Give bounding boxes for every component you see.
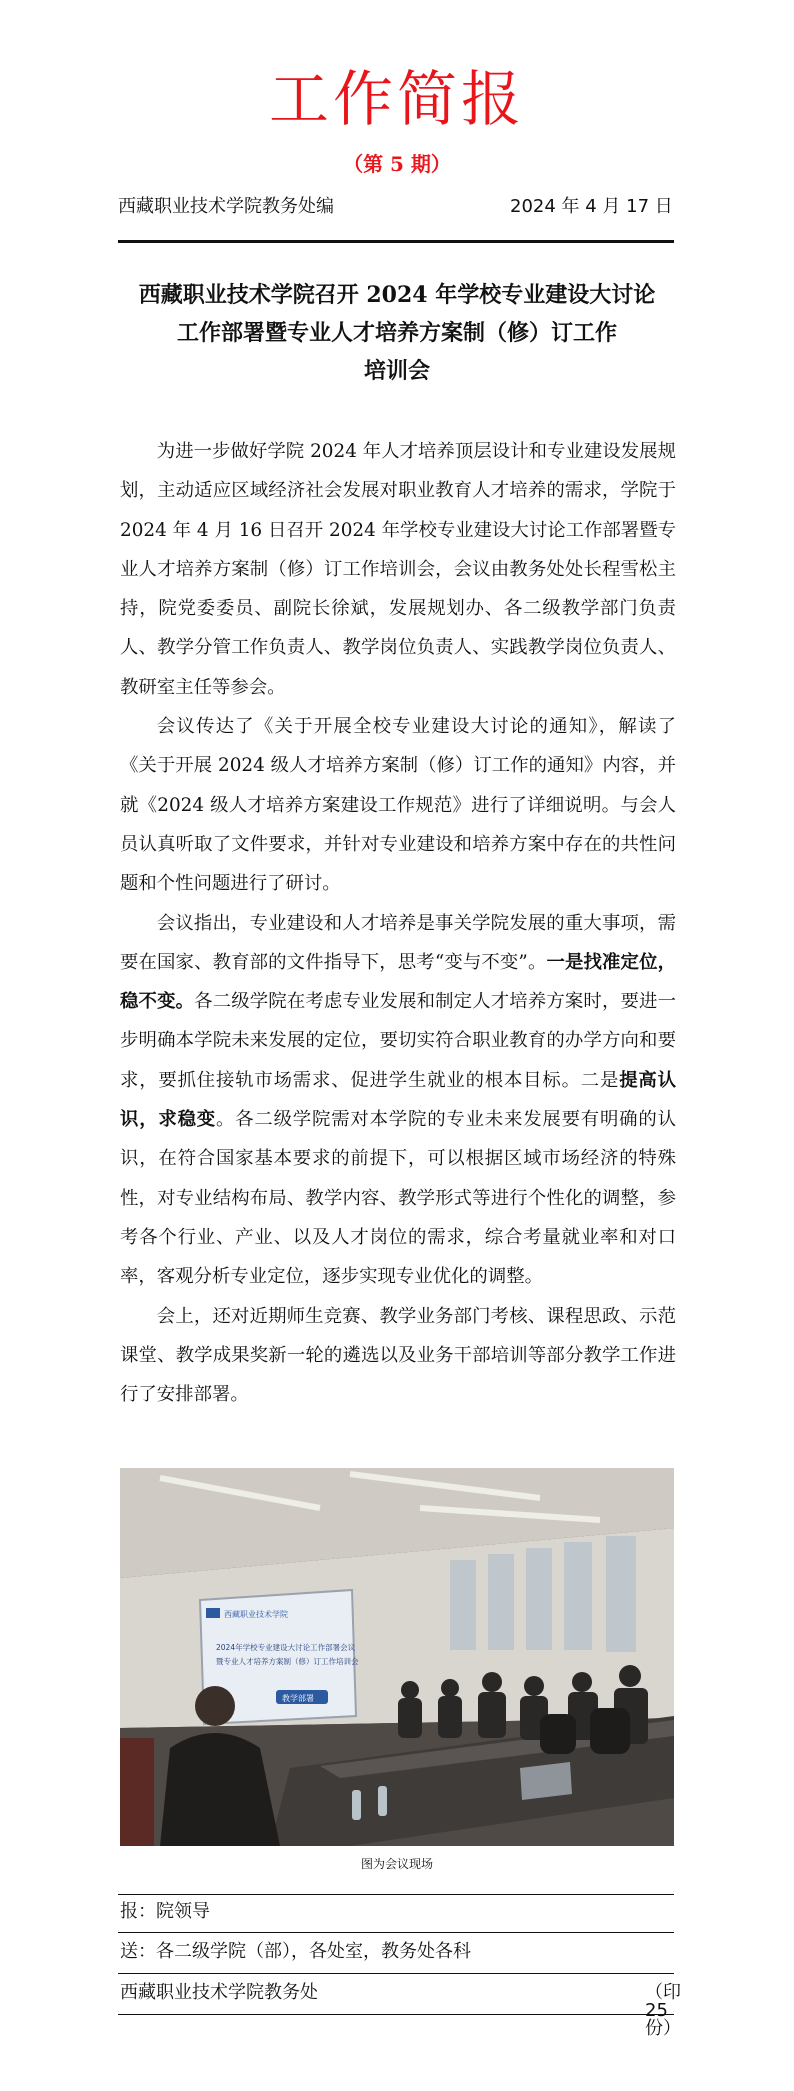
paragraph-bold: 提高认识，求稳变 <box>120 1069 676 1131</box>
footer-divider <box>118 1973 674 1974</box>
laptop <box>520 1762 572 1800</box>
footer-divider <box>118 2014 674 2015</box>
article-title-line: 培训会 <box>363 358 430 384</box>
issue-number: （第 5 期） <box>343 152 451 176</box>
footer-divider <box>118 1932 674 1933</box>
paragraph-text: 会议指出，专业建设和人才培养是事关学院发展的重大事项，需要在国家、教育部的文件指导下，思考“变与不变”。 <box>120 912 676 973</box>
paragraph-text: 为进一步做好学院 2024 年人才培养顶层设计和专业建设发展规划，主动适应区域经济社会发展对职业教育人才培养的需求，学院于 2024 年 4 月 16 日召开 2024 年学校专业建设大讨论工作部署暨专业人才培养方案制（修）订工作培训会，会议由教务处处长程雪松主持，院党委委员、副院长徐斌，发展规划办、各二级教学部门负责人、教学分管工作负责人、教学岗位负责人、实践教学岗位负责人、教研室主任等参会。 <box>120 441 676 698</box>
masthead-title: 工作简报 <box>269 65 525 135</box>
screen-button-label: 教学部署 <box>282 1694 314 1703</box>
paragraph-text: 会议传达了《关于开展全校专业建设大讨论的通知》，解读了《关于开展 2024 级人才培养方案制（修）订工作的通知》内容，并就《2024 级人才培养方案建设工作规范》进行了详细说明。与会人员认真听取了文件要求，并针对专业建设和培养方案中存在的共性问题和个性问题进行了研讨。 <box>120 716 676 895</box>
masthead-divider <box>118 240 674 243</box>
paragraph-text: 各二级学院在考虑专业发展和制定人才培养方案时，要进一步明确本学院未来发展的定位，要切实符合职业教育的办学方向和要求，要抓住接轨市场需求、促进学生就业的根本目标。二是 <box>120 991 676 1091</box>
paragraph-1 <box>120 432 676 707</box>
screen-title-line: 暨专业人才培养方案制（修）订工作培训会 <box>216 1657 359 1666</box>
paragraph-text: 会上，还对近期师生竞赛、教学业务部门考核、课程思政、示范课堂、教学成果奖新一轮的遴选以及业务干部培训等部分教学工作进行了安排部署。 <box>120 1305 676 1406</box>
footer-divider <box>118 1894 674 1895</box>
foreground-attendee-head <box>195 1686 235 1726</box>
paragraph-2 <box>120 707 676 903</box>
footer-issuer: 西藏职业技术学院教务处 <box>120 1982 318 2003</box>
footer-issuer-row <box>120 1982 681 2039</box>
paragraph-3 <box>120 904 676 1297</box>
footer-copies: （印 25 份） <box>645 1982 681 2039</box>
meeting-photo <box>120 1468 674 1846</box>
photo-caption: 图为会议现场 <box>360 1857 433 1871</box>
paragraph-bold: 一是找准定位，稳不变。 <box>120 951 676 1013</box>
issue-date: 2024 年 4 月 17 日 <box>510 196 673 217</box>
paragraph-text: 。各二级学院需对本学院的专业未来发展要有明确的认识，在符合国家基本要求的前提下，可以根据区域市场经济的特殊性，对专业结构布局、教学内容、教学形式等进行个性化的调整，参考各个行业、产业、以及人才岗位的需求，综合考量就业率和对口率，客观分析专业定位，逐步实现专业优化的调整。 <box>120 1109 676 1288</box>
paragraph-4 <box>120 1297 676 1415</box>
article-title-line: 工作部署暨专业人才培养方案制（修）订工作 <box>176 320 617 346</box>
screen-title-line: 2024年学校专业建设大讨论工作部署会议 <box>216 1643 356 1652</box>
footer-send-to: 送：各二级学院（部），各处室，教务处各科 <box>120 1941 471 1962</box>
article-title <box>100 276 694 390</box>
issuer-line: 西藏职业技术学院教务处编 <box>118 196 334 217</box>
screen-logo-icon <box>206 1608 220 1618</box>
article-title-line: 西藏职业技术学院召开 2024 年学校专业建设大讨论 <box>138 282 656 308</box>
foreground-chair <box>120 1738 154 1846</box>
meeting-scene <box>120 1468 674 1846</box>
article-body <box>120 432 676 1414</box>
screen-header: 西藏职业技术学院 <box>224 1610 288 1619</box>
footer-report-to: 报：院领导 <box>120 1901 210 1922</box>
